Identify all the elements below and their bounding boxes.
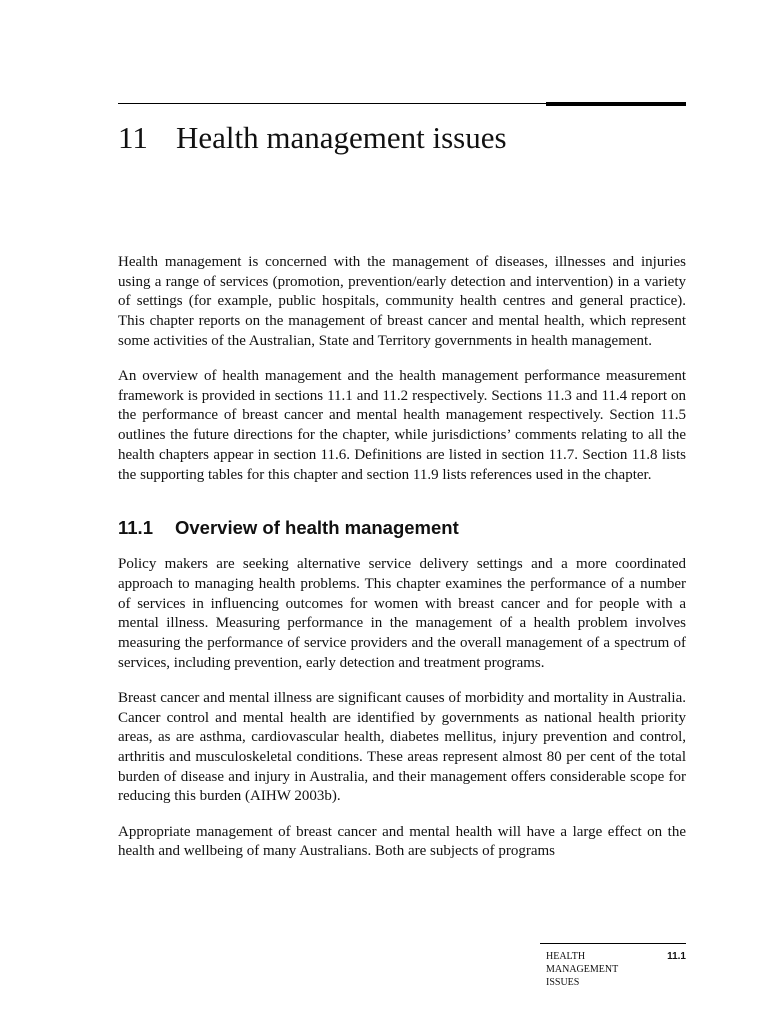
- body-text: [118, 253, 686, 878]
- section-number: 11.1: [118, 517, 153, 539]
- footer-label-line-2: MANAGEMENT: [546, 964, 619, 975]
- intro-paragraph-1: Health management is concerned with the management of diseases, illnesses and injuries using a range of services (promotion, prevention/early detection and intervention) in a variety of settings (for example, public hospitals, community health centres and general practice). This chapter reports on the management of breast cancer and mental health, which represent some activities of the Australian, State and Territory governments in health management.: [118, 254, 686, 349]
- page-number: 11.1: [667, 951, 686, 962]
- top-rule-accent: [546, 102, 686, 106]
- section-paragraph-1: Policy makers are seeking alternative service delivery settings and a more coordinated approach to managing health problems. This chapter examines the performance of a number of services in influencing outcomes for women with breast cancer and for people with a mental illness. Measuring performance in the management of a health problem involves measuring the performance of service providers and the overall management of a spectrum of services, including prevention, early detection and treatment programs.: [118, 556, 686, 671]
- section-title: Overview of health management: [175, 517, 459, 539]
- section-heading: [118, 516, 686, 540]
- chapter-number: 11: [118, 120, 148, 155]
- footer-label-line-1: HEALTH: [546, 951, 586, 962]
- footer-chapter-label: [546, 950, 618, 989]
- chapter-title: [118, 118, 507, 158]
- footer-label-line-3: ISSUES: [546, 977, 580, 988]
- chapter-title-text: Health management issues: [176, 120, 507, 155]
- footer-rule: [540, 943, 686, 944]
- section-paragraph-2: Breast cancer and mental illness are significant causes of morbidity and mortality in Australia. Cancer control and mental health are identified by governments as national health priority areas, as are asthma, cardiovascular health, diabetes mellitus, injury prevention and control, arthritis and musculoskeletal conditions. These areas represent almost 80 per cent of the total burden of disease and injury in Australia, and their management offers considerable scope for reducing this burden (AIHW 2003b).: [118, 689, 686, 805]
- section-paragraph-3: Appropriate management of breast cancer and mental health will have a large effect on the health and wellbeing of many Australians. Both are subjects of programs: [118, 823, 686, 860]
- intro-paragraph-2: An overview of health management and the health management performance measurement framework is provided in sections 11.1 and 11.2 respectively. Sections 11.3 and 11.4 report on the performance of breast cancer and mental health management respectively. Section 11.5 outlines the future directions for the chapter, while jurisdictions’ comments relating to all the health chapters appear in section 11.6. Definitions are listed in section 11.7. Section 11.8 lists the supporting tables for this chapter and section 11.9 lists references used in the chapter.: [118, 368, 686, 483]
